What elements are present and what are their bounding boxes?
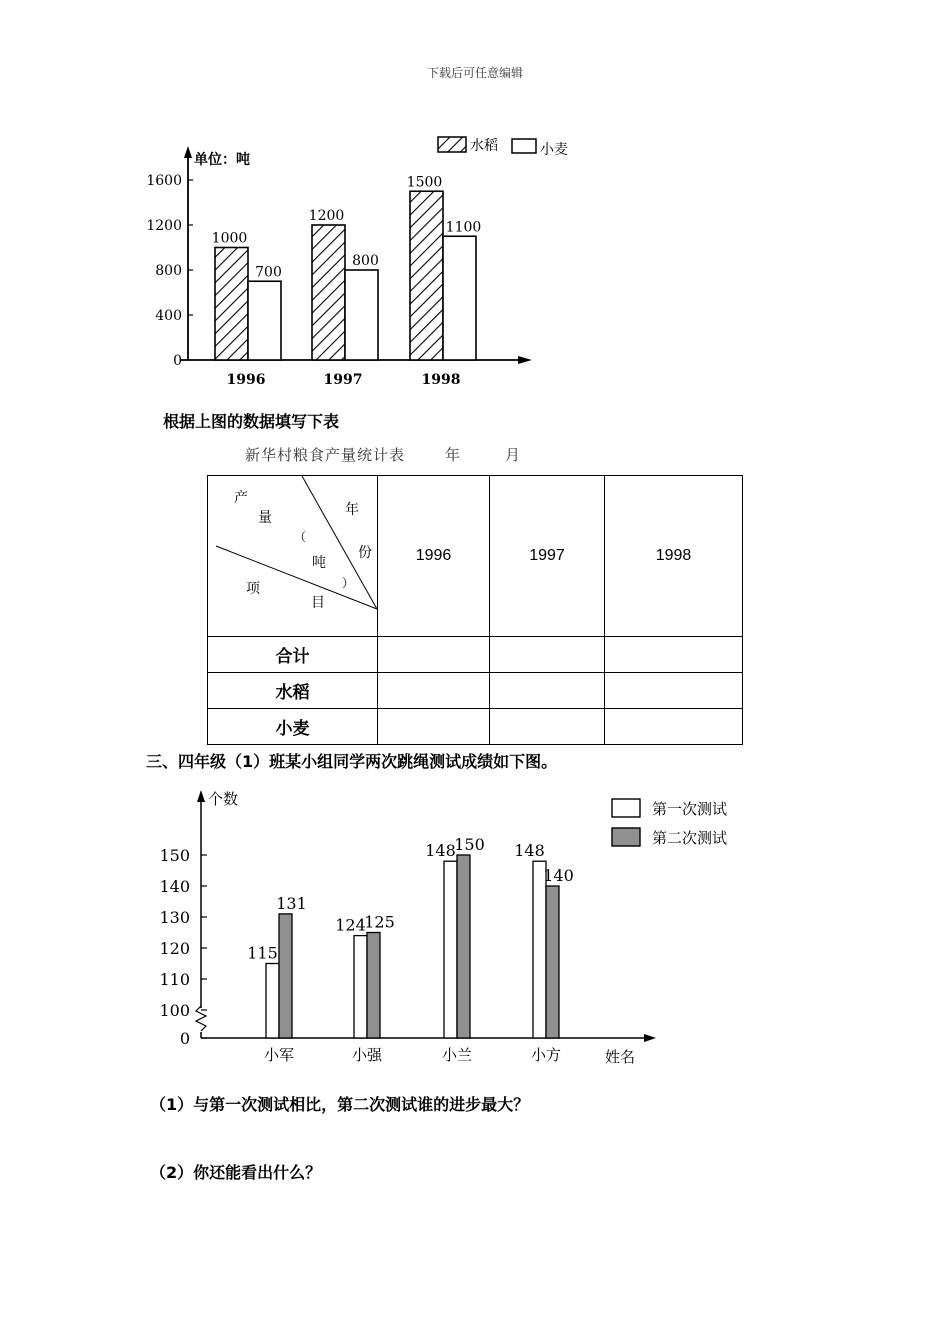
table-caption-title: 新华村粮食产量统计表 bbox=[245, 446, 406, 464]
corner-text: 吨 bbox=[312, 555, 326, 571]
bar-wheat-1997 bbox=[345, 270, 378, 360]
bar-wheat-1996 bbox=[248, 281, 281, 360]
production-table bbox=[207, 475, 743, 745]
corner-text: 产 bbox=[234, 490, 248, 506]
corner-text: ） bbox=[342, 576, 355, 590]
bar-first-小强 bbox=[354, 936, 367, 1038]
y-tick-label: 140 bbox=[159, 877, 190, 896]
y-tick-label: 100 bbox=[159, 1001, 190, 1020]
question-3: 三、四年级（1）班某小组同学两次跳绳测试成绩如下图。 bbox=[146, 752, 558, 771]
input-cell[interactable] bbox=[378, 637, 490, 673]
bar-first-小方 bbox=[533, 861, 546, 1038]
input-cell[interactable] bbox=[605, 637, 743, 673]
corner-header-cell bbox=[208, 476, 378, 637]
corner-text: 项 bbox=[246, 581, 260, 597]
legend bbox=[612, 799, 727, 847]
y-axis bbox=[197, 790, 205, 1038]
table-caption-year: 年 bbox=[445, 446, 462, 464]
x-tick-label: 小兰 bbox=[441, 1046, 473, 1064]
y-tick-label: 120 bbox=[159, 939, 190, 958]
unit-label: 单位：吨 bbox=[194, 152, 250, 168]
bar-rice-1997 bbox=[312, 225, 345, 360]
data-label: 115 bbox=[247, 943, 278, 963]
page-header-watermark: 下载后可任意编辑 bbox=[426, 66, 523, 80]
data-label: 800 bbox=[352, 253, 379, 269]
input-cell[interactable] bbox=[490, 673, 605, 709]
y-tick-label: 150 bbox=[159, 846, 190, 865]
legend-swatch-wheat bbox=[512, 139, 536, 153]
y-tick-label: 0 bbox=[173, 353, 182, 369]
year-header-1998: 1998 bbox=[605, 476, 743, 637]
bar-second-小军 bbox=[279, 914, 292, 1038]
sub-question-2: （2）你还能看出什么？ bbox=[150, 1163, 322, 1182]
x-tick-label: 小方 bbox=[530, 1046, 562, 1064]
year-header-1997: 1997 bbox=[490, 476, 605, 637]
y-tick-label: 110 bbox=[159, 970, 190, 989]
data-label: 125 bbox=[364, 912, 395, 932]
data-label: 1500 bbox=[406, 174, 443, 191]
row-label-rice: 水稻 bbox=[208, 673, 378, 709]
y-tick-label: 0 bbox=[179, 1029, 190, 1048]
y-tick-label: 1600 bbox=[146, 173, 182, 189]
corner-text: 份 bbox=[358, 545, 372, 561]
x-tick-label: 1996 bbox=[226, 372, 266, 388]
legend-swatch-second bbox=[612, 828, 640, 846]
legend-swatch-rice bbox=[438, 137, 466, 152]
input-cell[interactable] bbox=[378, 709, 490, 745]
bar-second-小方 bbox=[546, 886, 559, 1038]
data-label: 140 bbox=[543, 866, 574, 885]
rope-skipping-bar-chart bbox=[150, 782, 770, 1072]
input-cell[interactable] bbox=[605, 673, 743, 709]
legend-swatch-first bbox=[612, 799, 640, 817]
data-label: 1000 bbox=[211, 230, 248, 247]
bar-first-小军 bbox=[266, 964, 279, 1039]
corner-text: 年 bbox=[345, 502, 359, 518]
x-tick-label: 小军 bbox=[263, 1046, 295, 1064]
input-cell[interactable] bbox=[378, 673, 490, 709]
year-header-1996: 1996 bbox=[378, 476, 490, 637]
data-label: 150 bbox=[454, 835, 485, 854]
x-tick-label: 小强 bbox=[351, 1046, 383, 1064]
bar-second-小兰 bbox=[457, 855, 470, 1038]
y-tick-label: 130 bbox=[159, 908, 190, 927]
bar-rice-1996 bbox=[215, 248, 248, 361]
row-label-wheat: 小麦 bbox=[208, 709, 378, 745]
legend-label-second: 第二次测试 bbox=[652, 829, 728, 847]
instruction-text: 根据上图的数据填写下表 bbox=[163, 412, 340, 431]
data-label: 1200 bbox=[308, 208, 345, 224]
corner-text: 量 bbox=[258, 510, 272, 526]
bars bbox=[247, 835, 574, 1064]
y-axis-label: 个数 bbox=[208, 790, 239, 808]
bar-second-小强 bbox=[367, 933, 380, 1039]
table-caption bbox=[245, 444, 521, 465]
y-tick-labels bbox=[146, 173, 193, 369]
x-tick-label: 1997 bbox=[323, 372, 363, 388]
data-label: 124 bbox=[335, 915, 366, 935]
input-cell[interactable] bbox=[490, 709, 605, 745]
table-caption-month: 月 bbox=[505, 446, 522, 464]
data-label: 700 bbox=[255, 264, 282, 281]
corner-text: （ bbox=[294, 530, 307, 544]
x-axis-label: 姓名 bbox=[605, 1048, 636, 1066]
bar-wheat-1998 bbox=[443, 236, 476, 360]
x-tick-label: 1998 bbox=[421, 372, 461, 388]
bar-first-小兰 bbox=[444, 861, 457, 1038]
input-cell[interactable] bbox=[490, 637, 605, 673]
y-tick-label: 800 bbox=[155, 263, 182, 279]
data-label: 131 bbox=[276, 893, 307, 913]
sub-question-1: （1）与第一次测试相比，第二次测试谁的进步最大？ bbox=[150, 1095, 530, 1114]
data-label: 1100 bbox=[445, 219, 482, 236]
row-label-total: 合计 bbox=[208, 637, 378, 673]
corner-text: 目 bbox=[311, 595, 325, 611]
legend-label-rice: 水稻 bbox=[470, 138, 498, 154]
bars bbox=[212, 174, 482, 388]
data-label: 148 bbox=[514, 841, 545, 861]
legend bbox=[438, 137, 568, 158]
y-axis bbox=[184, 146, 192, 360]
bar-rice-1998 bbox=[410, 191, 443, 360]
data-label: 148 bbox=[425, 841, 456, 861]
input-cell[interactable] bbox=[605, 709, 743, 745]
grain-production-bar-chart bbox=[140, 128, 568, 393]
y-tick-label: 1200 bbox=[146, 218, 182, 234]
y-tick-label: 400 bbox=[155, 308, 182, 324]
legend-label-first: 第一次测试 bbox=[652, 800, 728, 818]
legend-label-wheat: 小麦 bbox=[540, 142, 568, 158]
